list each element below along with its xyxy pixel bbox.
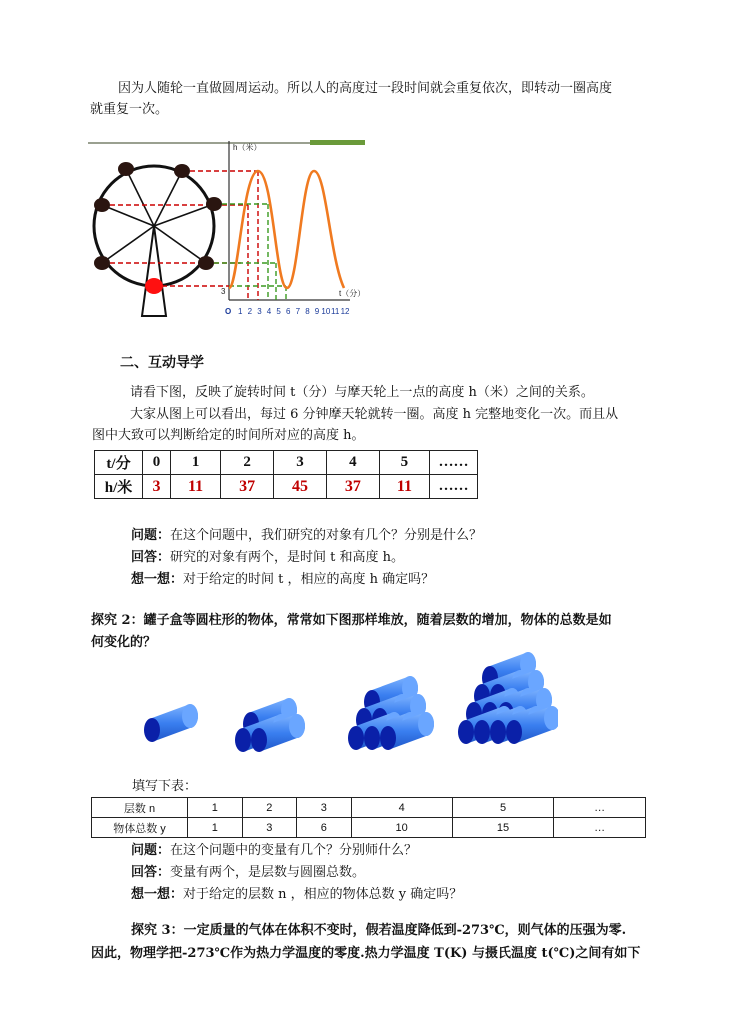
top-tab: [310, 140, 365, 145]
fill-table-label: 填写下表：: [132, 779, 198, 794]
stack-2: [235, 698, 305, 752]
x-axis-label: t（分）: [339, 289, 366, 298]
table-cell: ……: [430, 475, 478, 499]
x-tick-label: 3: [257, 307, 262, 316]
layer-count-table: [91, 797, 646, 838]
table-cell: ……: [430, 451, 478, 475]
height-curve: [229, 171, 344, 288]
ferris-wheel-figure: [88, 138, 368, 320]
table-cell: 3: [143, 475, 171, 499]
table-cell: 45: [274, 475, 327, 499]
stack-1: [144, 704, 198, 742]
table-cell: 11: [379, 475, 429, 499]
table-cell: 10: [351, 818, 452, 838]
x-tick-label: 9: [314, 307, 320, 316]
table-row: [95, 451, 478, 475]
section2-p1: 请看下图，反映了旋转时间 t（分）与摩天轮上一点的高度 h（米）之间的关系。: [130, 385, 594, 400]
section-heading: 二、互动导学: [120, 355, 204, 371]
table-header-cell: h/米: [95, 475, 143, 499]
question-text: 在这个问题中，我们研究的对象有几个？分别是什么？: [170, 528, 483, 543]
explore3-line-1: 探究 3：一定质量的气体在体积不变时，假若温度降低到-273℃，则气体的压强为零.: [131, 923, 627, 938]
stack-4: [458, 652, 558, 744]
answer-label: 回答：: [131, 865, 171, 880]
x-tick-label: 4: [266, 307, 272, 316]
explore2-title-line-1: 探究 2：罐子盒等圆柱形的物体，常常如下图那样堆放，随着层数的增加，物体的总数是如: [91, 613, 612, 628]
x-tick-label: 2: [247, 307, 253, 316]
time-height-table: [94, 450, 478, 499]
think-1: [131, 567, 434, 592]
table-cell: …: [554, 818, 646, 838]
question-label: 问题：: [131, 528, 171, 543]
think-2: [131, 882, 462, 907]
think-text: 对于给定的层数 n ，相应的物体总数 y 确定吗？: [183, 887, 463, 902]
table-row: [92, 818, 646, 838]
x-tick-label: 6: [286, 307, 291, 316]
x-tick-label: 10: [321, 307, 331, 316]
table-cell: 5: [379, 451, 429, 475]
table-cell: 6: [297, 818, 352, 838]
intro-line-2: 就重复一次。: [90, 102, 169, 117]
table-cell: 4: [326, 451, 379, 475]
table-cell: 1: [188, 798, 243, 818]
table-cell: …: [554, 798, 646, 818]
explore2-title-line-2: 何变化的？: [91, 635, 157, 650]
answer-text: 研究的对象有两个，是时间 t 和高度 h。: [170, 550, 405, 565]
x-tick-label: 7: [295, 307, 301, 316]
x-tick-label: 11: [331, 307, 340, 316]
table-cell: 11: [171, 475, 221, 499]
x-tick-label: 12: [340, 307, 350, 316]
red-car: [145, 278, 163, 294]
table-cell: 2: [221, 451, 274, 475]
answer-text: 变量有两个，是层数与圆圈总数。: [170, 865, 366, 880]
question-label: 问题：: [131, 843, 171, 858]
wheel-support: [142, 226, 166, 316]
x-tick-label: 8: [305, 307, 310, 316]
x-tick-label: 1: [238, 307, 243, 316]
table-cell: 2: [242, 798, 297, 818]
think-text: 对于给定的时间 t ，相应的高度 h 确定吗？: [183, 572, 435, 587]
table-cell: 37: [326, 475, 379, 499]
table-header-cell: 物体总数 y: [92, 818, 188, 838]
table-cell: 0: [143, 451, 171, 475]
answer-label: 回答：: [131, 550, 171, 565]
question-text: 在这个问题中的变量有几个？分别师什么？: [170, 843, 418, 858]
x-tick-label: 5: [276, 307, 281, 316]
x-tick-labels: [238, 307, 350, 316]
y-tick-3: 3: [221, 287, 226, 296]
table-header-cell: 层数 n: [92, 798, 188, 818]
explore3-line-2: 因此，物理学把-273℃作为热力学温度的零度.热力学温度 T(K) 与摄氏温度 t(℃)之间有如下: [91, 946, 641, 961]
table-header-cell: t/分: [95, 451, 143, 475]
table-cell: 4: [351, 798, 452, 818]
table-cell: 3: [242, 818, 297, 838]
cylinder-stacks-figure: [138, 650, 558, 760]
table-row: [95, 475, 478, 499]
section2-p2: 大家从图上可以看出，每过 6 分钟摩天轮就转一圈。高度 h 完整地变化一次。而且从: [130, 407, 619, 422]
table-cell: 1: [171, 451, 221, 475]
section2-p3: 图中大致可以判断给定的时间所对应的高度 h。: [92, 428, 365, 443]
table-cell: 3: [274, 451, 327, 475]
table-cell: 5: [452, 798, 553, 818]
table-cell: 1: [188, 818, 243, 838]
table-cell: 3: [297, 798, 352, 818]
y-axis-label: h（米）: [233, 143, 262, 152]
table-cell: 37: [221, 475, 274, 499]
think-label: 想一想：: [131, 572, 184, 587]
stack-3: [348, 676, 434, 750]
intro-line-1: 因为人随轮一直做圆周运动。所以人的高度过一段时间就会重复依次，即转动一圈高度: [118, 81, 613, 96]
origin-label: O: [225, 307, 232, 316]
think-label: 想一想：: [131, 887, 184, 902]
table-cell: 15: [452, 818, 553, 838]
table-row: [92, 798, 646, 818]
